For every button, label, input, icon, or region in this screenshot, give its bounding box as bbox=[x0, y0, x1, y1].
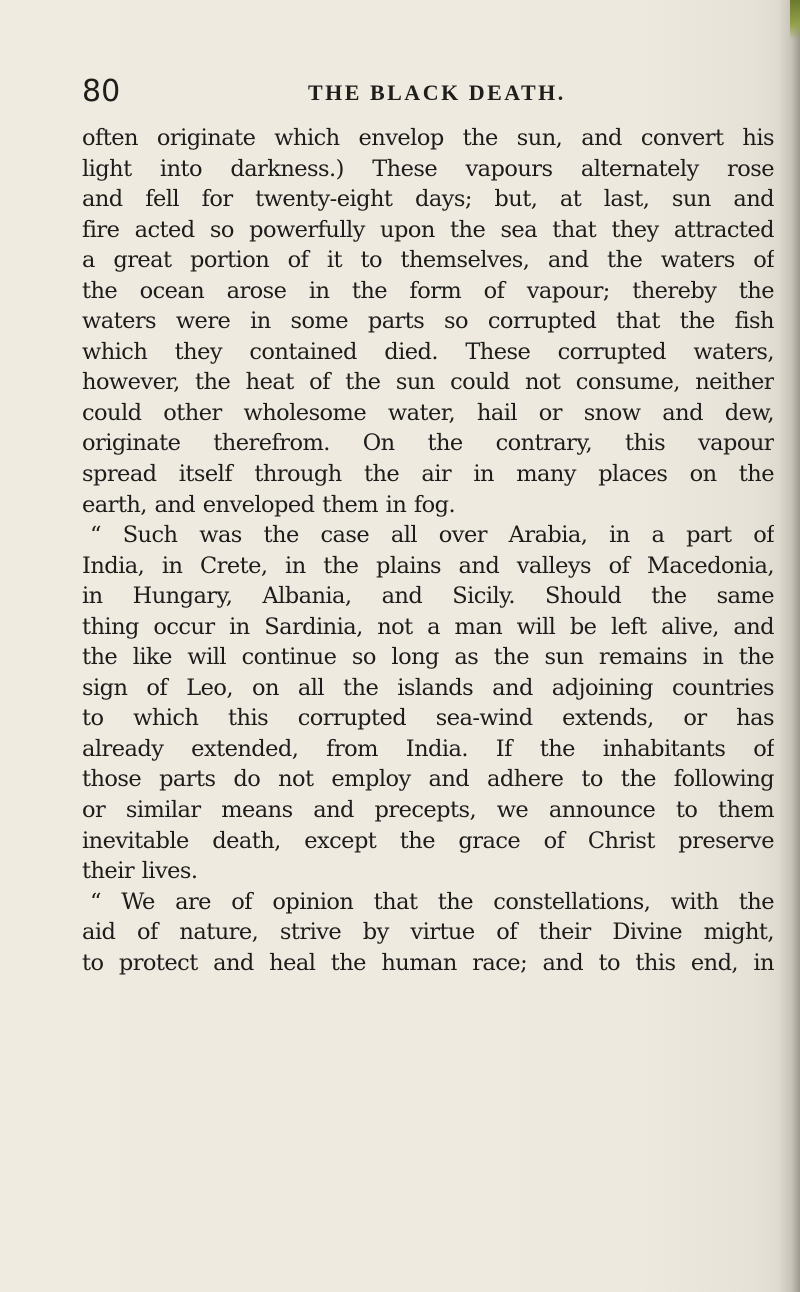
text-line: India, in Crete, in the plains and valleys of Macedonia, bbox=[82, 552, 774, 579]
text-line: waters were in some parts so corrupted that the fish bbox=[82, 308, 774, 335]
text-line: to which this corrupted sea-wind extends, or has bbox=[82, 705, 774, 732]
text-line: aid of nature, strive by virtue of their Divine might, bbox=[82, 919, 774, 946]
page-edge-mark bbox=[790, 0, 800, 40]
running-title: THE BLACK DEATH. bbox=[308, 80, 566, 105]
text-line: often originate which envelop the sun, and convert his bbox=[82, 125, 774, 151]
text-line: and fell for twenty-eight days; but, at last, sun and bbox=[82, 186, 774, 213]
text-line: fire acted so powerfully upon the sea that they attracted bbox=[82, 216, 774, 243]
text-line: in Hungary, Albania, and Sicily. Should the same bbox=[82, 583, 774, 610]
body-text bbox=[82, 123, 774, 978]
page-number: 80 bbox=[82, 74, 121, 109]
text-line: inevitable death, except the grace of Christ preserve bbox=[82, 827, 774, 854]
page-edge-shadow bbox=[778, 0, 800, 1292]
paragraph-start-line: “ We are of opinion that the constellations, with the bbox=[90, 888, 774, 915]
text-line: sign of Leo, on all the islands and adjoining countries bbox=[82, 674, 774, 701]
text-line: the ocean arose in the form of vapour; thereby the bbox=[82, 277, 774, 304]
text-line: or similar means and precepts, we announce to them bbox=[82, 797, 774, 824]
paragraph-end-line: their lives. bbox=[82, 858, 198, 885]
paragraph-start-line: “ Such was the case all over Arabia, in a part of bbox=[90, 522, 774, 549]
text-line: to protect and heal the human race; and to this end, in bbox=[82, 949, 774, 976]
text-line: spread itself through the air in many places on the bbox=[82, 461, 774, 488]
text-line: those parts do not employ and adhere to the following bbox=[82, 766, 774, 793]
paragraph-end-line: earth, and enveloped them in fog. bbox=[82, 491, 456, 518]
running-head bbox=[82, 72, 772, 112]
text-line: the like will continue so long as the sun remains in the bbox=[82, 644, 774, 671]
text-line: however, the heat of the sun could not consume, neither bbox=[82, 369, 774, 396]
text-line: light into darkness.) These vapours alternately rose bbox=[82, 155, 774, 182]
text-line: a great portion of it to themselves, and the waters of bbox=[82, 247, 774, 274]
text-line: could other wholesome water, hail or snow and dew, bbox=[82, 399, 774, 426]
text-line: which they contained died. These corrupted waters, bbox=[82, 338, 774, 365]
text-line: thing occur in Sardinia, not a man will be left alive, and bbox=[82, 613, 774, 640]
text-line: already extended, from India. If the inhabitants of bbox=[82, 735, 774, 762]
text-line: originate therefrom. On the contrary, this vapour bbox=[82, 430, 774, 457]
